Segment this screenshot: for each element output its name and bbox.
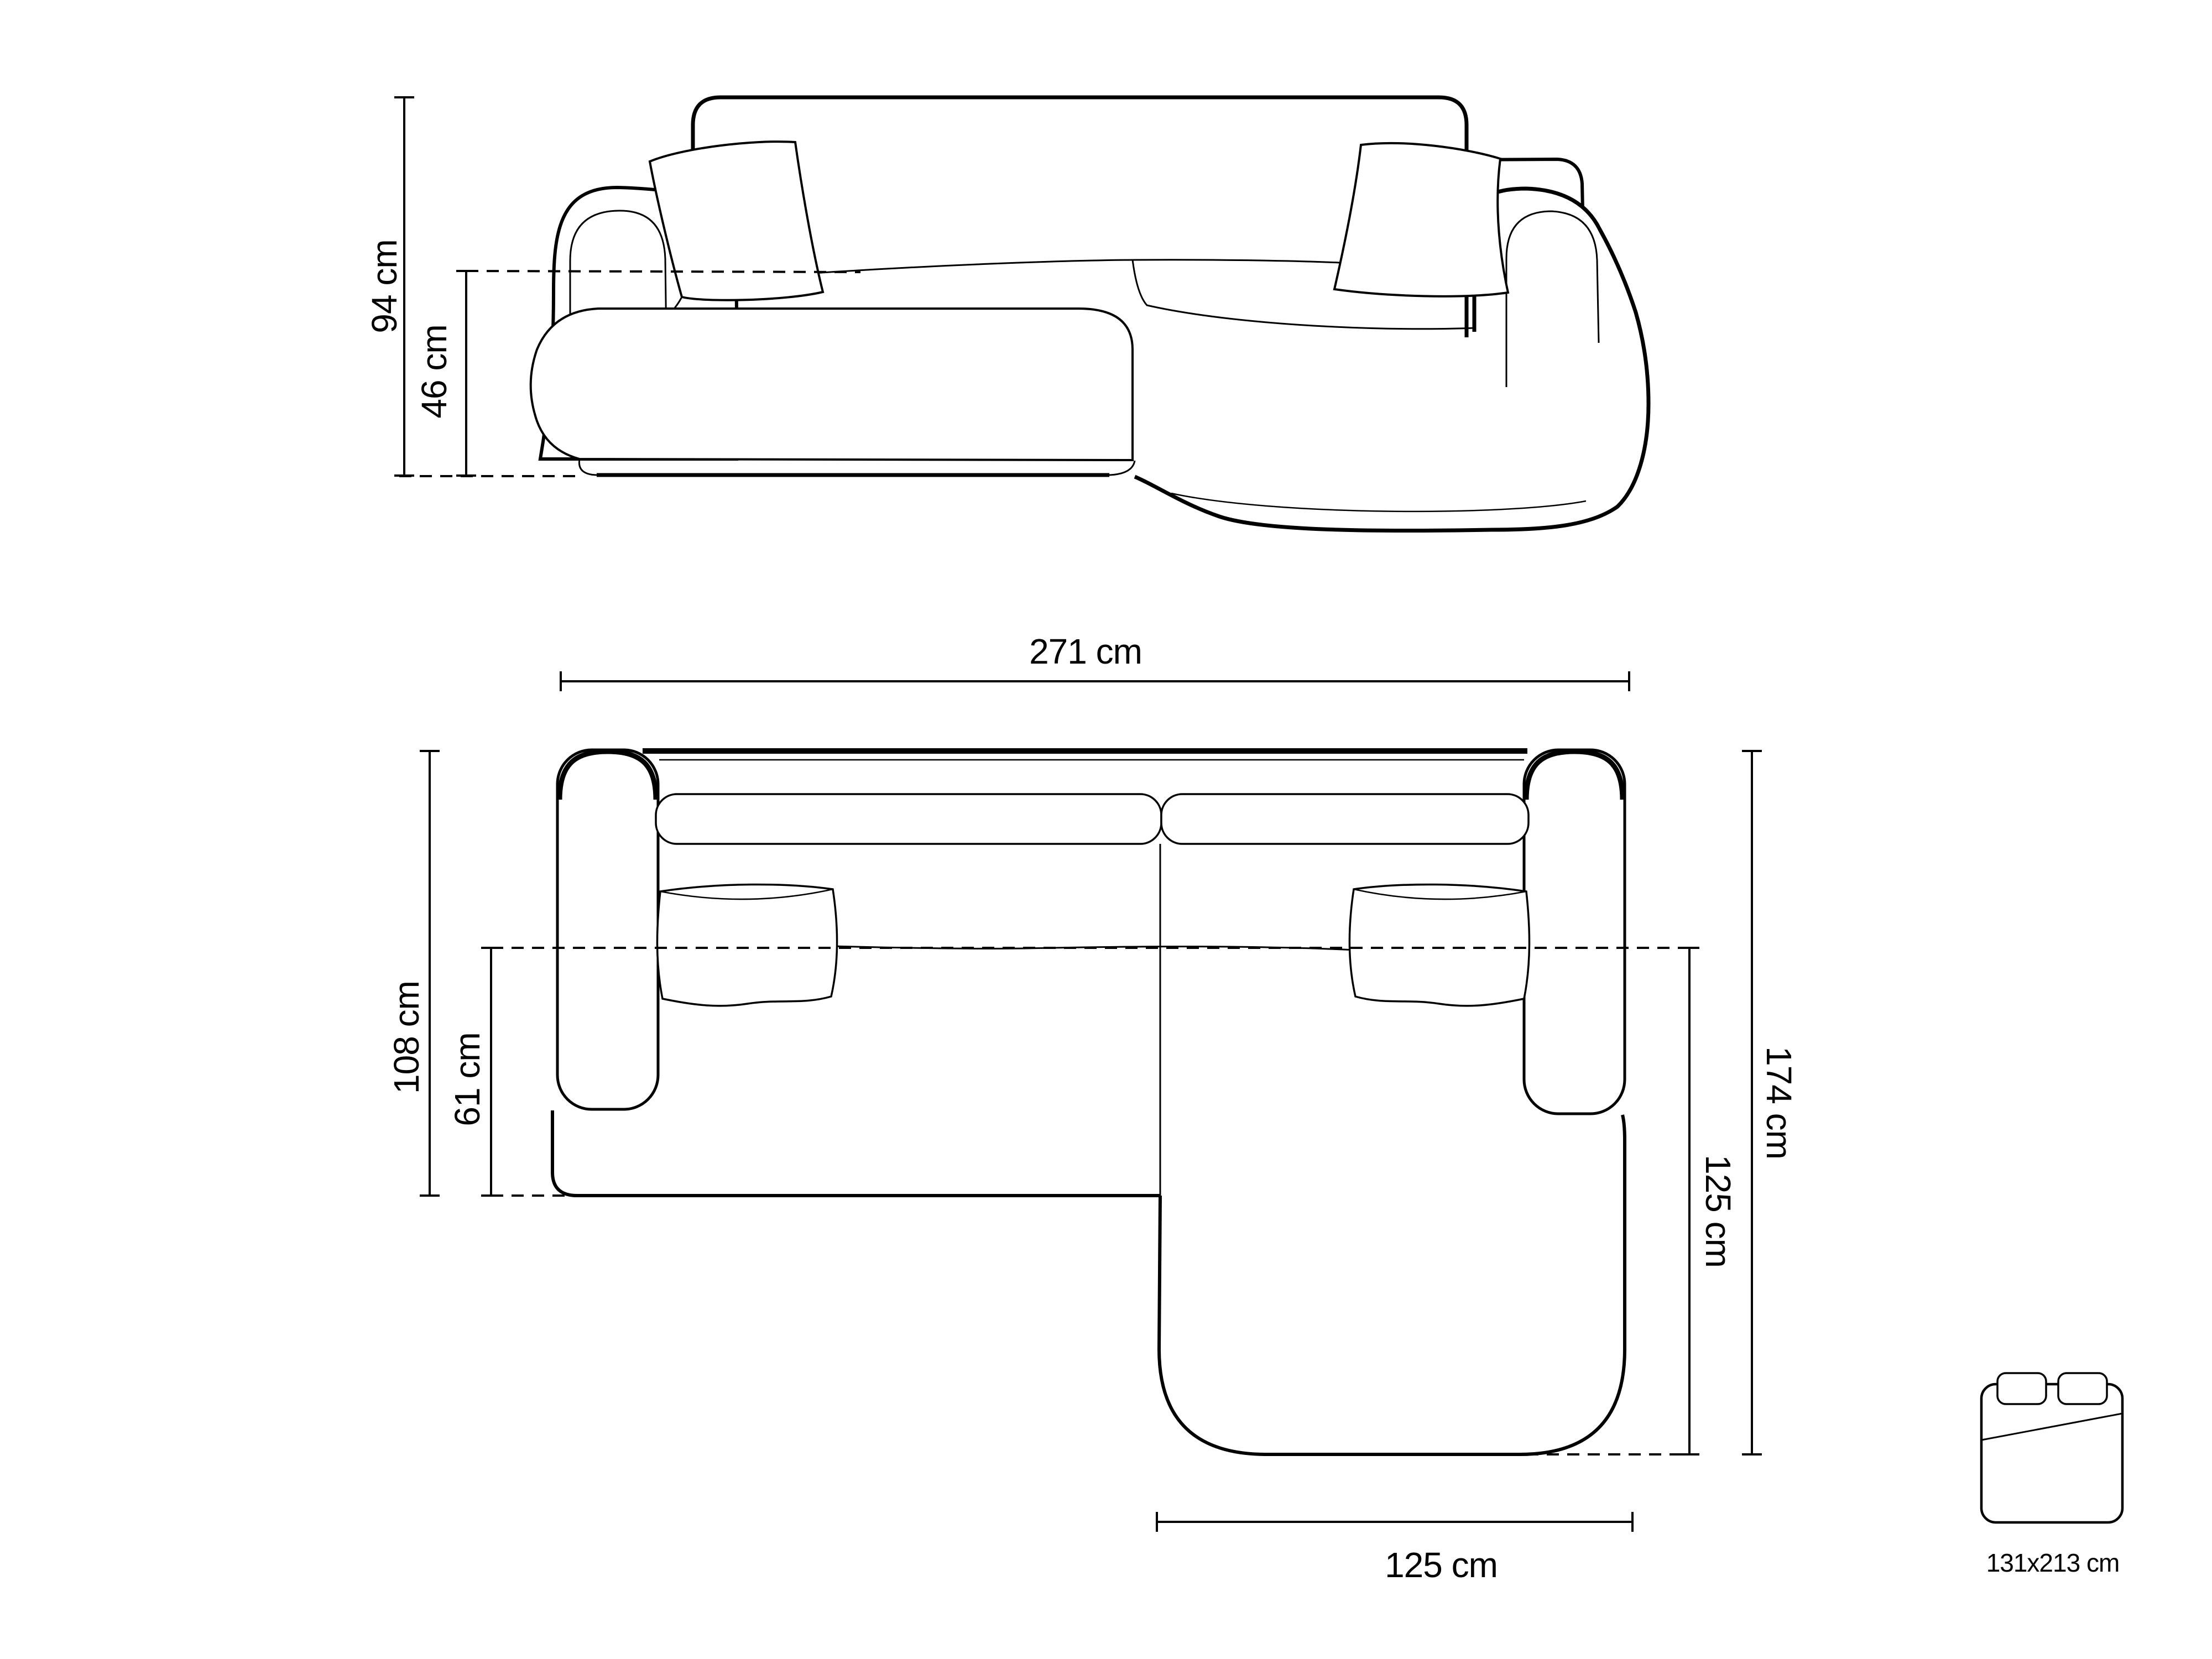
chaise-depth-dimension	[1679, 948, 1738, 1454]
front-right-armrest-fill	[1474, 189, 1648, 507]
sleeping-area	[1981, 1373, 2122, 1577]
chaise-depth-dimension-label: 125 cm	[1698, 1155, 1739, 1267]
top-view	[387, 632, 1799, 1585]
height-dimension	[364, 97, 414, 476]
top-backrest-cushion-left	[656, 794, 1161, 844]
top-right-pillow	[1349, 884, 1529, 1005]
bed-pillow-left	[1997, 1373, 2046, 1404]
width-dimension-label: 271 cm	[1029, 632, 1142, 671]
top-body-outline	[552, 1110, 1160, 1196]
front-left-pillow	[650, 142, 823, 300]
depth-dimension-label: 108 cm	[386, 981, 426, 1094]
seat-depth-dimension	[447, 948, 501, 1196]
front-view	[364, 97, 1648, 531]
front-seat-slab	[531, 309, 1133, 460]
seat-height-dimension	[414, 271, 476, 476]
seat-depth-dimension-label: 61 cm	[447, 1032, 487, 1126]
top-backrest-cushion-right	[1161, 794, 1528, 844]
front-right-pillow	[1334, 143, 1508, 296]
bed-pillow-right	[2058, 1373, 2107, 1404]
bed-mattress	[1981, 1384, 2122, 1522]
width-dimension	[561, 632, 1629, 691]
top-chaise-outline	[1159, 1115, 1625, 1454]
top-right-armrest	[1524, 750, 1625, 1114]
depth-dimension	[387, 751, 440, 1196]
seat-height-dimension-label: 46 cm	[414, 325, 454, 419]
chaise-length-dimension-label: 174 cm	[1759, 1046, 1799, 1159]
bed-icon	[1981, 1373, 2122, 1522]
top-left-armrest	[557, 750, 658, 1109]
sleeping-area-label: 131x213 cm	[1986, 1548, 2120, 1577]
top-right-pillow-shape	[1349, 884, 1529, 1005]
top-left-pillow	[657, 884, 837, 1005]
chaise-width-dimension-label: 125 cm	[1385, 1545, 1498, 1585]
front-plinth	[579, 459, 1135, 475]
height-dimension-label: 94 cm	[364, 239, 404, 333]
chaise-length-dimension	[1742, 751, 1799, 1454]
top-left-pillow-shape	[657, 884, 837, 1005]
chaise-width-dimension	[1157, 1512, 1632, 1585]
